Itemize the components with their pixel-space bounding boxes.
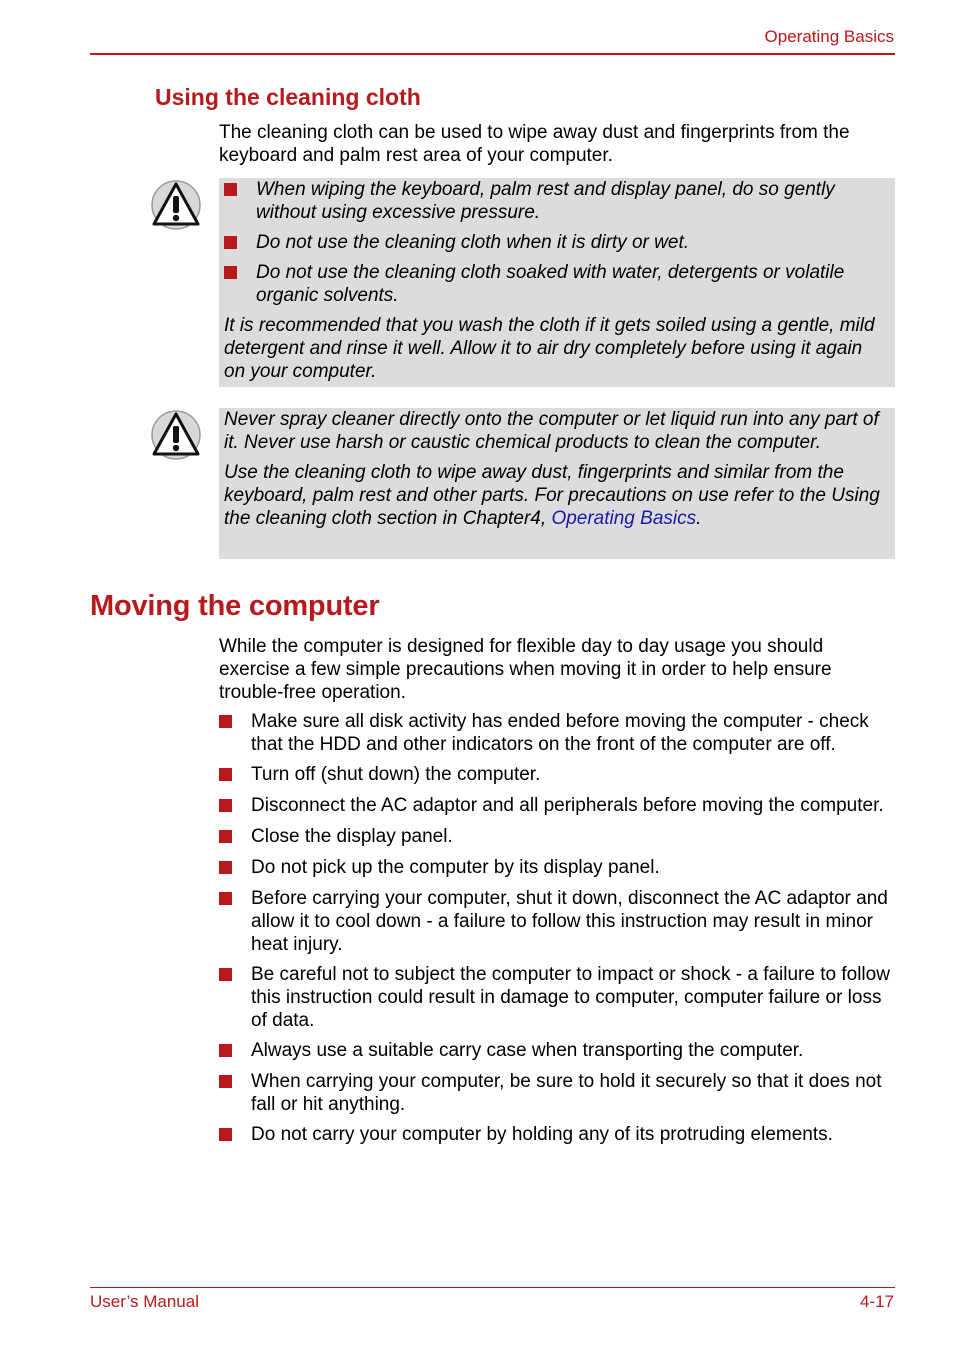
caution-box-cleaning xyxy=(219,178,895,387)
list-item: Turn off (shut down) the computer. xyxy=(219,763,895,787)
cleaning-intro: The cleaning cloth can be used to wipe away dust and fingerprints from the keyboard and palm rest area of your computer. xyxy=(219,122,850,166)
caution-bullet: Do not use the cleaning cloth when it is dirty or wet. xyxy=(224,231,887,254)
square-bullet-icon xyxy=(219,963,251,1032)
section-heading-cleaning-cloth: Using the cleaning cloth xyxy=(155,84,421,110)
list-item: Before carrying your computer, shut it down, disconnect the AC adaptor and allow it to cool down - a failure to follow this instruction may result in minor heat injury. xyxy=(219,887,895,956)
square-bullet-icon xyxy=(224,261,256,307)
list-item: Always use a suitable carry case when transporting the computer. xyxy=(219,1039,895,1063)
caution-cloth-text: Use the cleaning cloth to wipe away dust, fingerprints and similar from the keyboard, palm rest and other parts. For precautions on use refer to the Using the cleaning cloth section in Chapter4, Operating Basics. xyxy=(224,462,880,529)
square-bullet-icon xyxy=(224,231,256,254)
list-item: Be careful not to subject the computer to impact or shock - a failure to follow this instruction could result in damage to computer, computer failure or loss of data. xyxy=(219,963,895,1032)
square-bullet-icon xyxy=(219,825,251,849)
caution-bullet: Do not use the cleaning cloth soaked with water, detergents or volatile organic solvents. xyxy=(224,261,887,307)
footer-rule xyxy=(90,1287,895,1288)
square-bullet-icon xyxy=(219,710,251,756)
caution-triangle-icon xyxy=(150,178,202,230)
caution-note: It is recommended that you wash the cloth if it gets soiled using a gentle, mild detergent and rinse it well. Allow it to air dry completely before using it again on your computer. xyxy=(224,315,875,382)
header-rule xyxy=(90,53,895,55)
page-number: 4-17 xyxy=(859,1292,894,1311)
list-item: Close the display panel. xyxy=(219,825,895,849)
moving-precautions-list xyxy=(219,710,895,1154)
operating-basics-link[interactable]: Operating Basics xyxy=(551,508,697,529)
section-heading-moving: Moving the computer xyxy=(90,590,380,622)
caution-box-spray xyxy=(219,408,895,559)
running-header: Operating Basics xyxy=(764,27,894,46)
list-item: Make sure all disk activity has ended before moving the computer - check that the HDD and other indicators on the front of the computer are off. xyxy=(219,710,895,756)
caution-spray-text: Never spray cleaner directly onto the computer or let liquid run into any part of it. Never use harsh or caustic chemical products to clean the computer. xyxy=(224,409,879,453)
square-bullet-icon xyxy=(219,1039,251,1063)
square-bullet-icon xyxy=(219,794,251,818)
square-bullet-icon xyxy=(219,763,251,787)
caution-triangle-icon xyxy=(150,408,202,460)
list-item: Do not pick up the computer by its display panel. xyxy=(219,856,895,880)
square-bullet-icon xyxy=(219,887,251,956)
square-bullet-icon xyxy=(219,1070,251,1116)
footer-manual-title: User’s Manual xyxy=(90,1292,199,1311)
square-bullet-icon xyxy=(224,178,256,224)
list-item: When carrying your computer, be sure to hold it securely so that it does not fall or hit anything. xyxy=(219,1070,895,1116)
square-bullet-icon xyxy=(219,856,251,880)
moving-intro: While the computer is designed for flexible day to day usage you should exercise a few simple precautions when moving it in order to help ensure trouble-free operation. xyxy=(219,636,832,703)
caution-bullet: When wiping the keyboard, palm rest and display panel, do so gently without using excessive pressure. xyxy=(224,178,887,224)
list-item: Do not carry your computer by holding any of its protruding elements. xyxy=(219,1123,895,1147)
list-item: Disconnect the AC adaptor and all peripherals before moving the computer. xyxy=(219,794,895,818)
square-bullet-icon xyxy=(219,1123,251,1147)
